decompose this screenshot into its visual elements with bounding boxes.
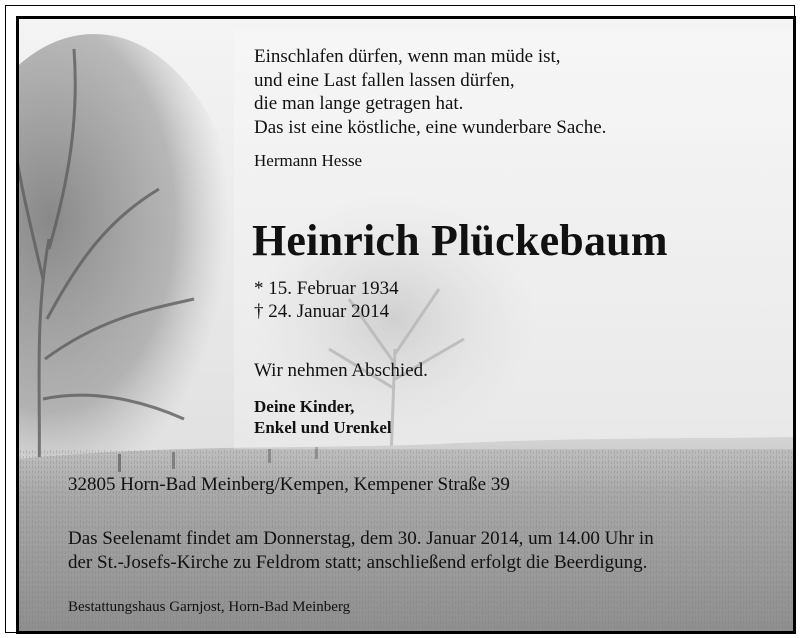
poem-line: und eine Last fallen lassen dürfen,: [254, 69, 515, 91]
mourners: [254, 396, 392, 438]
poem-line: Das ist eine köstliche, eine wunderbare Sache.: [254, 116, 607, 138]
death-date: † 24. Januar 2014: [254, 301, 390, 322]
notice-line: Das Seelenamt findet am Donnerstag, dem 30. Januar 2014, um 14.00 Uhr in: [68, 528, 654, 549]
poem-line: die man lange getragen hat.: [254, 93, 464, 114]
service-notice: [68, 527, 654, 575]
obituary-card: [16, 16, 796, 634]
poem-author: Hermann Hesse: [254, 151, 363, 170]
poem: [254, 45, 606, 139]
life-dates: [254, 277, 399, 323]
birth-date: * 15. Februar 1934: [254, 278, 399, 299]
farewell-text: Wir nehmen Abschied.: [254, 360, 428, 381]
deceased-name: Heinrich Plückebaum: [252, 216, 668, 265]
outer-frame: [5, 5, 795, 633]
notice-line: der St.-Josefs-Kirche zu Feldrom statt; anschließend erfolgt die Beerdigung.: [68, 552, 648, 573]
address: 32805 Horn-Bad Meinberg/Kempen, Kempener Straße 39: [68, 474, 510, 495]
poem-line: Einschlafen dürfen, wenn man müde ist,: [254, 46, 561, 67]
mourners-line: Enkel und Urenkel: [254, 418, 392, 437]
mourners-line: Deine Kinder,: [254, 397, 355, 416]
funeral-home: Bestattungshaus Garnjost, Horn-Bad Meinberg: [68, 599, 351, 615]
